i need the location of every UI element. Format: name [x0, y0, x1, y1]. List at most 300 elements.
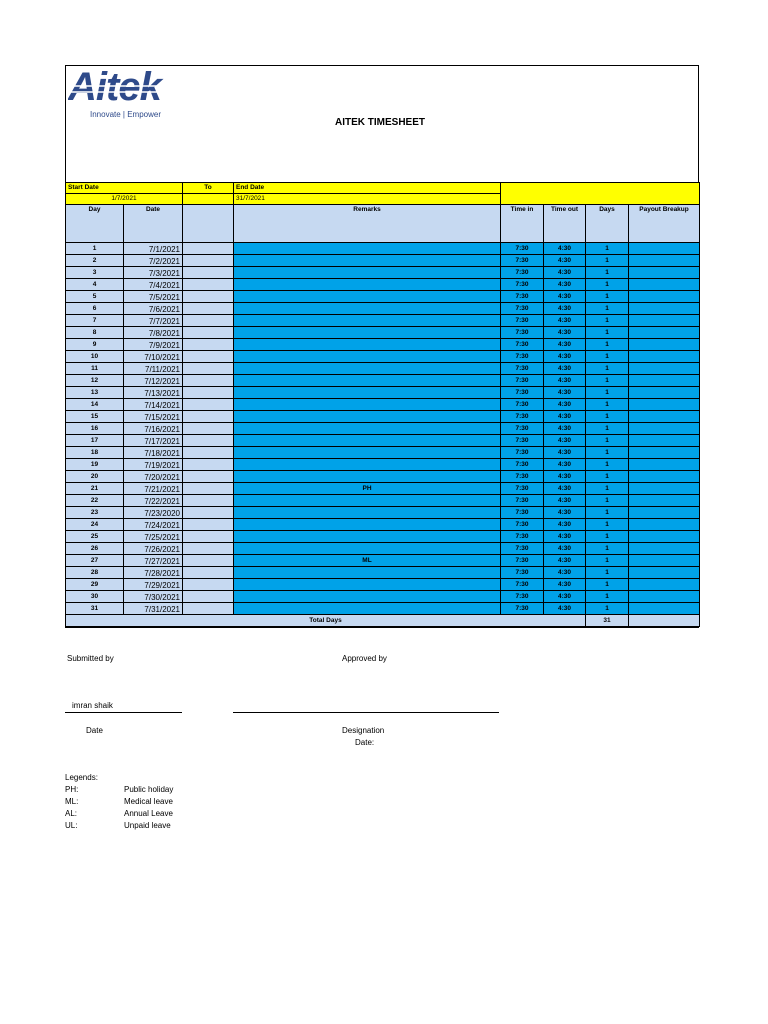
- period-label-row: [66, 183, 700, 194]
- logo-tagline: Innovate | Empower: [90, 110, 162, 119]
- legend-code: AL:: [65, 809, 78, 818]
- days-cell: 1: [586, 351, 629, 363]
- time-in-cell: 7:30: [501, 387, 544, 399]
- days-cell: 1: [586, 459, 629, 471]
- day-cell: 19: [66, 459, 124, 471]
- time-out-cell: 4:30: [544, 363, 586, 375]
- table-row: [66, 495, 700, 507]
- time-out-cell: 4:30: [544, 555, 586, 567]
- table-row: [66, 603, 700, 615]
- day-cell: 16: [66, 423, 124, 435]
- table-row: [66, 471, 700, 483]
- days-cell: 1: [586, 267, 629, 279]
- payout-cell[interactable]: [629, 543, 700, 555]
- blank-cell: [183, 351, 234, 363]
- payout-cell[interactable]: [629, 411, 700, 423]
- day-cell: 7: [66, 315, 124, 327]
- blank-cell: [183, 291, 234, 303]
- time-out-cell: 4:30: [544, 543, 586, 555]
- payout-cell[interactable]: [629, 423, 700, 435]
- date-cell: 7/6/2021: [124, 303, 183, 315]
- time-in-cell: 7:30: [501, 603, 544, 615]
- days-cell: 1: [586, 447, 629, 459]
- table-row: [66, 459, 700, 471]
- remarks-cell[interactable]: [234, 435, 501, 447]
- blank-cell: [183, 495, 234, 507]
- remarks-cell[interactable]: [234, 411, 501, 423]
- date-cell: 7/20/2021: [124, 471, 183, 483]
- date-cell: 7/4/2021: [124, 279, 183, 291]
- payout-cell[interactable]: [629, 495, 700, 507]
- date-cell: 7/31/2021: [124, 603, 183, 615]
- day-cell: 31: [66, 603, 124, 615]
- days-cell: 1: [586, 387, 629, 399]
- col-payout: Payout Breakup: [629, 205, 700, 243]
- remarks-cell[interactable]: [234, 327, 501, 339]
- blank-cell: [183, 471, 234, 483]
- table-row: [66, 531, 700, 543]
- days-cell: 1: [586, 495, 629, 507]
- time-out-cell: 4:30: [544, 243, 586, 255]
- remarks-cell[interactable]: [234, 255, 501, 267]
- blank-cell: [183, 363, 234, 375]
- blank-cell: [183, 339, 234, 351]
- days-cell: 1: [586, 399, 629, 411]
- remarks-cell[interactable]: [234, 399, 501, 411]
- table-row: [66, 447, 700, 459]
- remarks-cell[interactable]: [234, 363, 501, 375]
- date-cell: 7/11/2021: [124, 363, 183, 375]
- day-cell: 14: [66, 399, 124, 411]
- day-cell: 21: [66, 483, 124, 495]
- blank-cell: [183, 243, 234, 255]
- days-cell: 1: [586, 411, 629, 423]
- date-cell: 7/13/2021: [124, 387, 183, 399]
- time-in-cell: 7:30: [501, 447, 544, 459]
- col-time-in: Time in: [501, 205, 544, 243]
- day-cell: 2: [66, 255, 124, 267]
- submitter-signature-line: [65, 712, 182, 713]
- days-cell: 1: [586, 243, 629, 255]
- remarks-cell[interactable]: [234, 267, 501, 279]
- day-cell: 24: [66, 519, 124, 531]
- days-cell: 1: [586, 507, 629, 519]
- payout-cell[interactable]: [629, 339, 700, 351]
- legend-meaning: Unpaid leave: [124, 821, 171, 830]
- days-cell: 1: [586, 327, 629, 339]
- days-cell: 1: [586, 543, 629, 555]
- total-days-label: Total Days: [66, 615, 586, 627]
- time-in-cell: 7:30: [501, 495, 544, 507]
- days-cell: 1: [586, 363, 629, 375]
- table-row: [66, 567, 700, 579]
- remarks-cell[interactable]: [234, 279, 501, 291]
- time-in-cell: 7:30: [501, 555, 544, 567]
- time-in-cell: 7:30: [501, 255, 544, 267]
- day-cell: 12: [66, 375, 124, 387]
- day-cell: 6: [66, 303, 124, 315]
- blank-cell: [183, 447, 234, 459]
- days-cell: 1: [586, 567, 629, 579]
- days-cell: 1: [586, 435, 629, 447]
- remarks-cell[interactable]: [234, 603, 501, 615]
- table-row: [66, 363, 700, 375]
- time-in-cell: 7:30: [501, 567, 544, 579]
- day-cell: 22: [66, 495, 124, 507]
- date-cell: 7/1/2021: [124, 243, 183, 255]
- blank-cell: [183, 255, 234, 267]
- remarks-cell[interactable]: PH: [234, 483, 501, 495]
- to-label: To: [183, 183, 234, 194]
- legend-code: UL:: [65, 821, 78, 830]
- time-out-cell: 4:30: [544, 303, 586, 315]
- table-row: [66, 243, 700, 255]
- payout-cell[interactable]: [629, 291, 700, 303]
- payout-cell[interactable]: [629, 591, 700, 603]
- remarks-cell[interactable]: [234, 459, 501, 471]
- blank-cell: [183, 423, 234, 435]
- remarks-cell[interactable]: [234, 351, 501, 363]
- date-cell: 7/22/2021: [124, 495, 183, 507]
- total-row: [66, 615, 700, 627]
- blank-cell: [183, 531, 234, 543]
- time-out-cell: 4:30: [544, 483, 586, 495]
- table-row: [66, 291, 700, 303]
- timesheet-table: [65, 182, 700, 627]
- payout-cell[interactable]: [629, 447, 700, 459]
- day-cell: 20: [66, 471, 124, 483]
- remarks-cell[interactable]: [234, 387, 501, 399]
- remarks-cell[interactable]: [234, 423, 501, 435]
- time-in-cell: 7:30: [501, 351, 544, 363]
- remarks-cell[interactable]: [234, 243, 501, 255]
- remarks-cell[interactable]: [234, 591, 501, 603]
- table-row: [66, 507, 700, 519]
- date-cell: 7/24/2021: [124, 519, 183, 531]
- time-out-cell: 4:30: [544, 255, 586, 267]
- remarks-cell[interactable]: [234, 291, 501, 303]
- days-cell: 1: [586, 471, 629, 483]
- time-out-cell: 4:30: [544, 471, 586, 483]
- remarks-cell[interactable]: [234, 315, 501, 327]
- date-cell: 7/18/2021: [124, 447, 183, 459]
- time-out-cell: 4:30: [544, 351, 586, 363]
- day-cell: 29: [66, 579, 124, 591]
- payout-cell[interactable]: [629, 315, 700, 327]
- remarks-cell[interactable]: [234, 471, 501, 483]
- days-cell: 1: [586, 291, 629, 303]
- blank-cell: [183, 519, 234, 531]
- date-cell: 7/29/2021: [124, 579, 183, 591]
- payout-cell[interactable]: [629, 375, 700, 387]
- table-row: [66, 483, 700, 495]
- time-in-cell: 7:30: [501, 519, 544, 531]
- payout-cell[interactable]: [629, 399, 700, 411]
- payout-cell[interactable]: [629, 363, 700, 375]
- date-cell: 7/7/2021: [124, 315, 183, 327]
- time-out-cell: 4:30: [544, 519, 586, 531]
- date-cell: 7/28/2021: [124, 567, 183, 579]
- total-days-value: 31: [586, 615, 629, 627]
- payout-cell[interactable]: [629, 483, 700, 495]
- logo-wordmark: Aitek: [68, 65, 161, 109]
- remarks-cell[interactable]: [234, 579, 501, 591]
- table-row: [66, 555, 700, 567]
- time-out-cell: 4:30: [544, 531, 586, 543]
- payout-cell[interactable]: [629, 351, 700, 363]
- page-title: AITEK TIMESHEET: [334, 117, 425, 128]
- payout-cell[interactable]: [629, 327, 700, 339]
- time-in-cell: 7:30: [501, 483, 544, 495]
- col-days: Days: [586, 205, 629, 243]
- time-out-cell: 4:30: [544, 579, 586, 591]
- days-cell: 1: [586, 255, 629, 267]
- time-in-cell: 7:30: [501, 303, 544, 315]
- legend-title: Legends:: [65, 773, 98, 782]
- blank-cell: [183, 327, 234, 339]
- remarks-cell[interactable]: [234, 339, 501, 351]
- payout-cell[interactable]: [629, 531, 700, 543]
- date-cell: 7/9/2021: [124, 339, 183, 351]
- blank-cell: [183, 459, 234, 471]
- time-out-cell: 4:30: [544, 459, 586, 471]
- remarks-cell[interactable]: [234, 303, 501, 315]
- time-out-cell: 4:30: [544, 267, 586, 279]
- table-row: [66, 543, 700, 555]
- legend-code: PH:: [65, 785, 79, 794]
- blank-cell: [183, 591, 234, 603]
- table-row: [66, 255, 700, 267]
- time-in-cell: 7:30: [501, 591, 544, 603]
- time-out-cell: 4:30: [544, 315, 586, 327]
- table-row: [66, 411, 700, 423]
- payout-cell[interactable]: [629, 435, 700, 447]
- time-out-cell: 4:30: [544, 399, 586, 411]
- payout-cell[interactable]: [629, 243, 700, 255]
- time-in-cell: 7:30: [501, 471, 544, 483]
- blank-cell: [183, 435, 234, 447]
- start-date-label: Start Date: [66, 183, 183, 194]
- remarks-cell[interactable]: [234, 531, 501, 543]
- day-cell: 9: [66, 339, 124, 351]
- time-in-cell: 7:30: [501, 243, 544, 255]
- time-out-cell: 4:30: [544, 447, 586, 459]
- time-out-cell: 4:30: [544, 387, 586, 399]
- blank-cell: [183, 279, 234, 291]
- payout-cell[interactable]: [629, 267, 700, 279]
- payout-cell[interactable]: [629, 519, 700, 531]
- time-out-cell: 4:30: [544, 375, 586, 387]
- time-out-cell: 4:30: [544, 603, 586, 615]
- time-out-cell: 4:30: [544, 435, 586, 447]
- col-date: Date: [124, 205, 183, 243]
- day-cell: 3: [66, 267, 124, 279]
- payout-cell[interactable]: [629, 255, 700, 267]
- day-cell: 10: [66, 351, 124, 363]
- col-time-out: Time out: [544, 205, 586, 243]
- table-row: [66, 399, 700, 411]
- time-in-cell: 7:30: [501, 423, 544, 435]
- day-cell: 25: [66, 531, 124, 543]
- table-row: [66, 315, 700, 327]
- date-cell: 7/5/2021: [124, 291, 183, 303]
- payout-cell[interactable]: [629, 507, 700, 519]
- time-in-cell: 7:30: [501, 435, 544, 447]
- date-cell: 7/23/2020: [124, 507, 183, 519]
- remarks-cell[interactable]: [234, 507, 501, 519]
- table-row: [66, 339, 700, 351]
- days-cell: 1: [586, 339, 629, 351]
- table-row: [66, 579, 700, 591]
- day-cell: 27: [66, 555, 124, 567]
- start-date-value[interactable]: 1/7/2021: [66, 194, 183, 205]
- payout-cell[interactable]: [629, 279, 700, 291]
- date-cell: 7/19/2021: [124, 459, 183, 471]
- time-in-cell: 7:30: [501, 459, 544, 471]
- time-in-cell: 7:30: [501, 327, 544, 339]
- time-in-cell: 7:30: [501, 267, 544, 279]
- time-out-cell: 4:30: [544, 411, 586, 423]
- approved-by-label: Approved by: [342, 654, 387, 663]
- date-cell: 7/17/2021: [124, 435, 183, 447]
- days-cell: 1: [586, 315, 629, 327]
- time-out-cell: 4:30: [544, 591, 586, 603]
- blank-cell: [183, 399, 234, 411]
- day-cell: 8: [66, 327, 124, 339]
- designation-label: Designation: [342, 726, 385, 735]
- days-cell: 1: [586, 555, 629, 567]
- blank-cell: [183, 375, 234, 387]
- table-row: [66, 267, 700, 279]
- payout-cell[interactable]: [629, 567, 700, 579]
- days-cell: 1: [586, 423, 629, 435]
- time-in-cell: 7:30: [501, 579, 544, 591]
- table-row: [66, 351, 700, 363]
- blank-cell: [183, 411, 234, 423]
- date-cell: 7/3/2021: [124, 267, 183, 279]
- time-in-cell: 7:30: [501, 279, 544, 291]
- end-date-value[interactable]: 31/7/2021: [234, 194, 501, 205]
- remarks-cell[interactable]: ML: [234, 555, 501, 567]
- legend-meaning: Medical leave: [124, 797, 173, 806]
- day-cell: 26: [66, 543, 124, 555]
- legend-code: ML:: [65, 797, 79, 806]
- date-cell: 7/12/2021: [124, 375, 183, 387]
- col-remarks: Remarks: [234, 205, 501, 243]
- day-cell: 30: [66, 591, 124, 603]
- time-in-cell: 7:30: [501, 543, 544, 555]
- table-row: [66, 387, 700, 399]
- day-cell: 17: [66, 435, 124, 447]
- date-label: Date: [86, 726, 103, 735]
- days-cell: 1: [586, 279, 629, 291]
- days-cell: 1: [586, 579, 629, 591]
- table-row: [66, 591, 700, 603]
- aitek-logo: [68, 64, 188, 124]
- payout-cell[interactable]: [629, 387, 700, 399]
- table-row: [66, 327, 700, 339]
- blank-cell: [183, 507, 234, 519]
- day-cell: 23: [66, 507, 124, 519]
- table-row: [66, 423, 700, 435]
- payout-cell[interactable]: [629, 579, 700, 591]
- blank-cell: [183, 315, 234, 327]
- remarks-cell[interactable]: [234, 375, 501, 387]
- table-row: [66, 303, 700, 315]
- days-cell: 1: [586, 531, 629, 543]
- payout-cell[interactable]: [629, 555, 700, 567]
- time-out-cell: 4:30: [544, 327, 586, 339]
- time-out-cell: 4:30: [544, 291, 586, 303]
- date-cell: 7/30/2021: [124, 591, 183, 603]
- approver-signature-line: [233, 712, 499, 713]
- time-in-cell: 7:30: [501, 291, 544, 303]
- time-in-cell: 7:30: [501, 339, 544, 351]
- table-row: [66, 375, 700, 387]
- days-cell: 1: [586, 303, 629, 315]
- time-in-cell: 7:30: [501, 399, 544, 411]
- day-cell: 15: [66, 411, 124, 423]
- time-out-cell: 4:30: [544, 423, 586, 435]
- days-cell: 1: [586, 519, 629, 531]
- payout-cell[interactable]: [629, 303, 700, 315]
- blank-cell: [183, 579, 234, 591]
- table-row: [66, 279, 700, 291]
- time-in-cell: 7:30: [501, 315, 544, 327]
- time-in-cell: 7:30: [501, 363, 544, 375]
- remarks-cell[interactable]: [234, 495, 501, 507]
- day-cell: 28: [66, 567, 124, 579]
- designation-date-label: Date:: [355, 738, 375, 747]
- date-cell: 7/15/2021: [124, 411, 183, 423]
- remarks-cell[interactable]: [234, 567, 501, 579]
- payout-cell[interactable]: [629, 603, 700, 615]
- time-out-cell: 4:30: [544, 279, 586, 291]
- submitted-by-label: Submitted by: [67, 654, 114, 663]
- blank-cell: [183, 567, 234, 579]
- day-cell: 1: [66, 243, 124, 255]
- time-out-cell: 4:30: [544, 339, 586, 351]
- table-row: [66, 519, 700, 531]
- date-cell: 7/25/2021: [124, 531, 183, 543]
- blank-cell: [183, 603, 234, 615]
- days-cell: 1: [586, 603, 629, 615]
- date-cell: 7/27/2021: [124, 555, 183, 567]
- time-in-cell: 7:30: [501, 507, 544, 519]
- blank-cell: [183, 387, 234, 399]
- col-day: Day: [66, 205, 124, 243]
- date-cell: 7/10/2021: [124, 351, 183, 363]
- legend-meaning: Annual Leave: [124, 809, 173, 818]
- time-in-cell: 7:30: [501, 375, 544, 387]
- payout-cell[interactable]: [629, 459, 700, 471]
- blank-cell: [183, 555, 234, 567]
- day-cell: 11: [66, 363, 124, 375]
- days-cell: 1: [586, 375, 629, 387]
- time-out-cell: 4:30: [544, 507, 586, 519]
- remarks-cell[interactable]: [234, 447, 501, 459]
- end-date-label: End Date: [234, 183, 501, 194]
- date-cell: 7/26/2021: [124, 543, 183, 555]
- remarks-cell[interactable]: [234, 519, 501, 531]
- day-cell: 4: [66, 279, 124, 291]
- payout-cell[interactable]: [629, 471, 700, 483]
- date-cell: 7/2/2021: [124, 255, 183, 267]
- remarks-cell[interactable]: [234, 543, 501, 555]
- blank-cell: [183, 543, 234, 555]
- legend-meaning: Public holiday: [124, 785, 174, 794]
- time-out-cell: 4:30: [544, 567, 586, 579]
